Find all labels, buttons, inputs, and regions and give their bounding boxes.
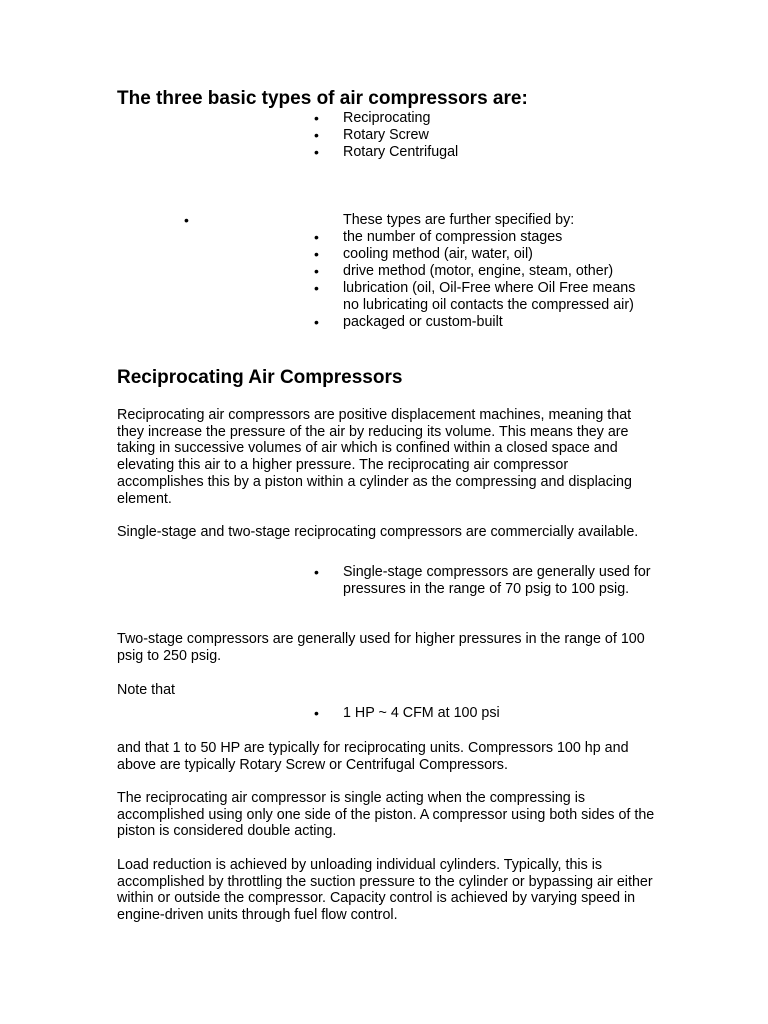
bullet-icon: • bbox=[314, 127, 319, 143]
bullet-icon: • bbox=[314, 144, 319, 160]
heading-reciprocating: Reciprocating Air Compressors bbox=[117, 367, 403, 388]
bullet-icon: • bbox=[314, 705, 319, 721]
bullet-icon: • bbox=[314, 246, 319, 262]
list-item: • 1 HP ~ 4 CFM at 100 psi bbox=[314, 705, 500, 721]
spec-list bbox=[0, 212, 653, 331]
heading-types: The three basic types of air compressors are: bbox=[117, 88, 528, 109]
paragraph: Two-stage compressors are generally used for higher pressures in the range of 100 psig to 250 psig. bbox=[117, 631, 645, 664]
paragraph: Note that bbox=[117, 682, 176, 698]
bullet-icon: • bbox=[314, 280, 319, 296]
paragraph: Reciprocating air compressors are positive displacement machines, meaning that they increase the pressure of the air by reducing its volume. This means they are taking in successive volumes of air which is confined within a closed space and elevating this air to a higher pressure. The reciprocating air compressor accomplishes this by a piston within a cylinder as the compressing and displacing element. bbox=[117, 407, 632, 507]
single-stage-list bbox=[0, 564, 653, 598]
paragraph: The reciprocating air compressor is single acting when the compressing is accomplished using only one side of the piston. A compressor using both sides of the piston is considered double acting. bbox=[117, 790, 655, 840]
list-item: • drive method (motor, engine, steam, other) bbox=[314, 263, 614, 279]
paragraph: Load reduction is achieved by unloading individual cylinders. Typically, this is accomplished by throttling the suction pressure to the cylinder or bypassing air either within or outside the compressor. Capacity control is achieved by varying speed in engine-driven units through fuel flow control. bbox=[117, 857, 653, 924]
list-item: • Rotary Centrifugal bbox=[314, 144, 459, 160]
list-item: • packaged or custom-built bbox=[314, 314, 503, 330]
bullet-icon: • bbox=[314, 263, 319, 279]
bullet-icon: • bbox=[314, 314, 319, 330]
list-item: • Reciprocating bbox=[314, 110, 431, 126]
list-item: • lubrication (oil, Oil-Free where Oil Free means no lubricating oil contacts the compressed air) bbox=[314, 280, 636, 313]
list-item: • Rotary Screw bbox=[314, 127, 429, 143]
list-item: These types are further specified by: bbox=[343, 212, 575, 228]
bullet-icon: • bbox=[314, 564, 319, 580]
list-item: • cooling method (air, water, oil) bbox=[314, 246, 533, 262]
hp-list bbox=[0, 705, 653, 722]
paragraph: Single-stage and two-stage reciprocating compressors are commercially available. bbox=[117, 524, 639, 540]
bullet-icon: • bbox=[184, 212, 189, 228]
types-list bbox=[0, 110, 653, 161]
list-item: • Single-stage compressors are generally used for pressures in the range of 70 psig to 100 psig. bbox=[314, 564, 651, 597]
list-item: • the number of compression stages bbox=[314, 229, 563, 245]
bullet-icon: • bbox=[314, 229, 319, 245]
paragraph: and that 1 to 50 HP are typically for reciprocating units. Compressors 100 hp and above are typically Rotary Screw or Centrifugal Compressors. bbox=[117, 740, 629, 773]
bullet-icon: • bbox=[314, 110, 319, 126]
